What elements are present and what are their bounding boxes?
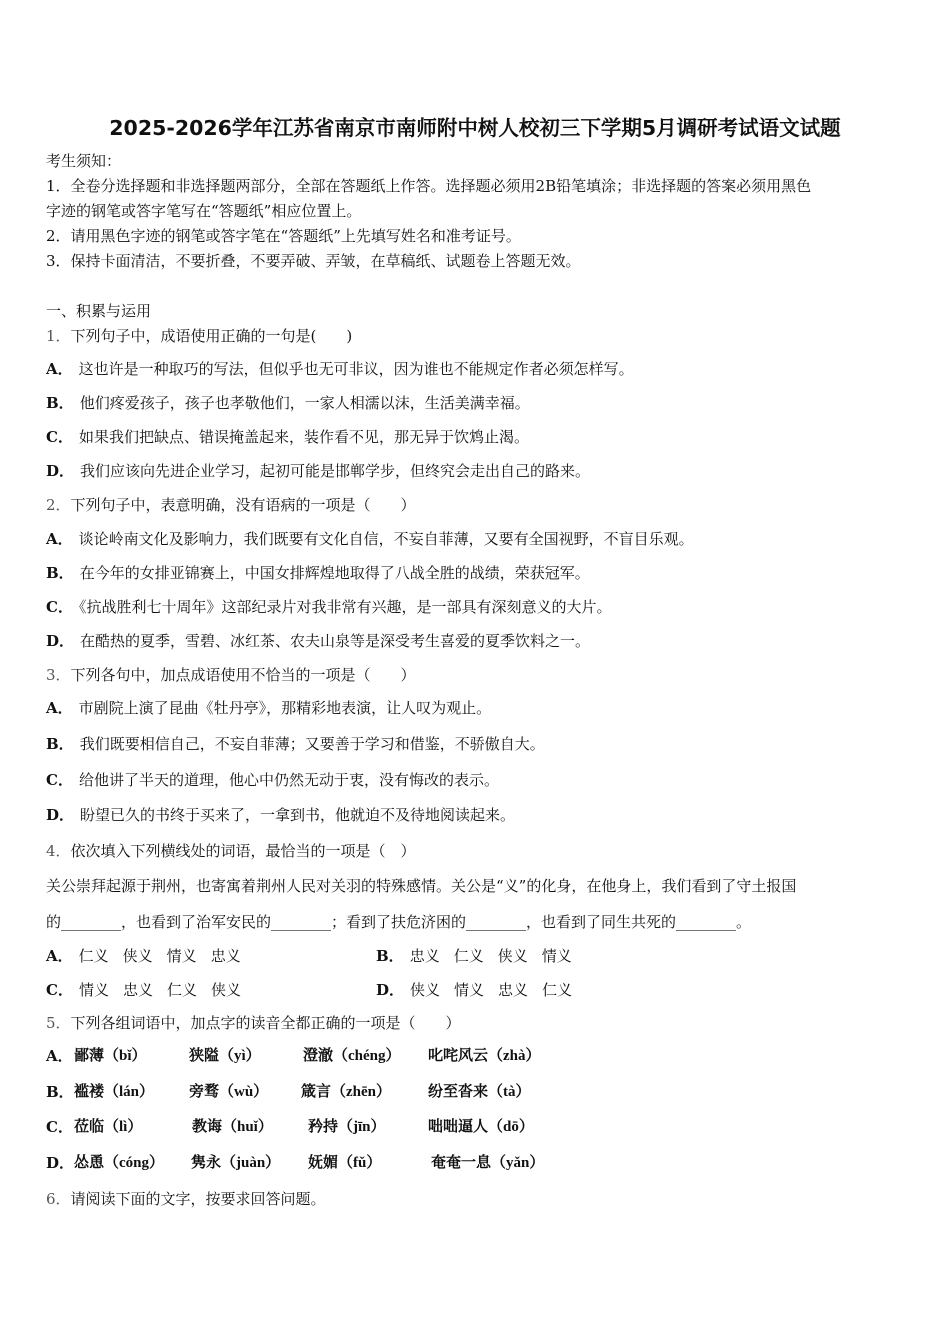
option-label: B． [376,947,404,965]
question-4-passage-line-1: 关公崇拜起源于荆州，也寄寓着荆州人民对关羽的特殊感情。关公是“义”的化身，在他身上，我们看到了守土报国 [46,877,797,895]
option-word: 忠义 [409,947,440,965]
option-text: 这也许是一种取巧的写法，但似乎也无可非议，因为谁也不能规定作者必须怎样写。 [78,360,634,378]
option-text: 在今年的女排亚锦赛上，中国女排辉煌地取得了八战全胜的战绩，荣获冠军。 [79,564,590,582]
option-text: 他们疼爱孩子，孩子也孝敬他们，一家人相濡以沫，生活美满幸福。 [79,394,530,412]
option-word: 忠义 [498,981,529,999]
option-text: 给他讲了半天的道理，他心中仍然无动于衷，没有悔改的表示。 [78,771,499,789]
pinyin-item: 怂恿（cóng） [74,1155,165,1171]
pinyin-item: 褴褛（lán） [74,1084,155,1100]
option-text: 在酷热的夏季，雪碧、冰红茶、农夫山泉等是深受考生喜爱的夏季饮料之一。 [80,632,591,650]
question-3-option-c[interactable] [46,770,499,790]
notice-item-1b: 字迹的钢笔或答字笔写在“答题纸”相应位置上。 [46,202,362,220]
notice-item-3: 3．保持卡面清洁，不要折叠，不要弄破、弄皱，在草稿纸、试题卷上答题无效。 [46,252,581,270]
question-3-option-a[interactable] [46,698,491,718]
question-5-number: 5． [46,1014,71,1032]
option-text: 我们应该向先进企业学习，起初可能是邯郸学步，但终究会走出自己的路来。 [80,462,591,480]
question-6-text: 请阅读下面的文字，按要求回答问题。 [70,1190,326,1208]
pinyin-item: 教诲（huǐ） [192,1119,273,1135]
option-label: A． [46,360,73,378]
pinyin-item: 隽永（juàn） [191,1155,281,1171]
option-label: B． [46,735,74,753]
exam-title: 2025-2026学年江苏省南京市南师附中树人校初三下学期5月调研考试语文试题 [109,116,841,140]
question-4-passage-line-2: 的________，也看到了治军安民的________；看到了扶危济困的________，也看到了同生共死的________。 [46,913,752,931]
option-label: A． [46,947,73,965]
question-2-option-d[interactable] [46,631,590,651]
question-3-text: 下列各句中，加点成语使用不恰当的一项是（ ） [70,666,416,684]
pinyin-item: 矜持（jīn） [308,1119,386,1135]
notice-item-2: 2．请用黑色字迹的钢笔或答字笔在“答题纸”上先填写姓名和准考证号。 [46,227,521,245]
question-5-stem [46,1013,461,1033]
pinyin-item: 咄咄逼人（dō） [428,1119,534,1135]
question-4-option-b[interactable] [376,946,586,966]
question-2-option-a[interactable] [46,529,694,549]
question-1-option-a[interactable] [46,359,634,379]
option-label: B． [46,394,74,412]
question-4-number: 4． [46,842,71,860]
question-4-text: 依次填入下列横线处的词语，最恰当的一项是（ ） [70,842,416,860]
option-label: A． [46,530,73,548]
pinyin-item: 箴言（zhēn） [301,1084,392,1100]
option-label: C． [46,1118,73,1136]
option-word: 仁义 [166,981,197,999]
pinyin-item: 妩媚（fǔ） [308,1155,382,1171]
option-word: 侠义 [410,981,441,999]
question-1-option-c[interactable] [46,427,529,447]
pinyin-item: 叱咤风云（zhà） [428,1048,541,1064]
question-4-option-c[interactable] [46,981,255,999]
option-label: A． [46,1047,73,1065]
option-word: 情义 [454,981,485,999]
question-3-stem [46,665,416,685]
option-word: 仁义 [542,981,573,999]
section-heading-1: 一、积累与运用 [46,302,152,320]
option-word: 忠义 [210,947,241,965]
option-word: 侠义 [497,947,528,965]
option-label: C． [46,981,73,999]
option-label: D． [46,1154,75,1172]
question-5-text: 下列各组词语中，加点字的读音全都正确的一项是（ ） [70,1014,461,1032]
question-4-options-row-1 [46,946,572,966]
pinyin-item: 奄奄一息（yǎn） [431,1155,545,1171]
question-4-option-a[interactable] [46,947,255,965]
question-2-stem [46,495,416,515]
option-label: D． [376,981,405,999]
option-label: A． [46,699,73,717]
option-text: 市剧院上演了昆曲《牡丹亭》，那精彩地表演，让人叹为观止。 [78,699,492,717]
question-2-number: 2． [46,496,71,514]
option-text: 《抗战胜利七十周年》这部纪录片对我非常有兴趣，是一部具有深刻意义的大片。 [78,598,612,616]
option-word: 侠义 [122,947,153,965]
pinyin-item: 莅临（lì） [74,1119,143,1135]
option-text: 盼望已久的书终于买来了，一拿到书，他就迫不及待地阅读起来。 [80,806,516,824]
notice-heading: 考生须知： [46,152,122,170]
question-6-number: 6． [46,1190,71,1208]
option-label: C． [46,598,73,616]
option-word: 忠义 [122,981,153,999]
notice-item-1a: 1．全卷分选择题和非选择题两部分，全部在答题纸上作答。选择题必须用2B铅笔填涂；非选择题的答案必须用黑色 [46,177,812,195]
question-4-options-row-2 [46,980,573,1000]
question-2-option-c[interactable] [46,597,611,617]
question-6-stem [46,1189,326,1209]
option-label: D． [46,462,75,480]
pinyin-item: 旁骛（wù） [189,1084,269,1100]
question-2-text: 下列句子中，表意明确，没有语病的一项是（ ） [70,496,416,514]
question-3-option-b[interactable] [46,734,545,754]
question-2-option-b[interactable] [46,563,590,583]
question-1-option-b[interactable] [46,393,530,413]
option-word: 仁义 [453,947,484,965]
option-label: B． [46,1083,74,1101]
question-1-stem [46,326,352,346]
question-4-option-d[interactable] [376,980,586,1000]
option-word: 情义 [78,981,109,999]
option-label: D． [46,806,75,824]
question-1-number: 1． [46,327,71,345]
option-word: 仁义 [78,947,109,965]
option-word: 情义 [541,947,572,965]
option-label: C． [46,428,73,446]
pinyin-item: 纷至沓来（tà） [428,1084,531,1100]
question-1-text: 下列句子中，成语使用正确的一句是( ) [70,327,353,345]
pinyin-item: 狭隘（yì） [189,1048,261,1064]
question-3-option-d[interactable] [46,805,515,825]
question-1-option-d[interactable] [46,461,590,481]
option-label: C． [46,771,73,789]
option-label: B． [46,564,74,582]
option-text: 我们既要相信自己，不妄自菲薄；又要善于学习和借鉴，不骄傲自大。 [79,735,545,753]
question-4-stem [46,841,416,861]
pinyin-item: 鄙薄（bǐ） [74,1048,147,1064]
option-label: D． [46,632,75,650]
pinyin-item: 澄澈（chéng） [303,1048,401,1064]
option-word: 情义 [166,947,197,965]
option-text: 如果我们把缺点、错误掩盖起来，装作看不见，那无异于饮鸩止渴。 [78,428,529,446]
option-word: 侠义 [211,981,242,999]
question-3-number: 3． [46,666,71,684]
option-text: 谈论岭南文化及影响力，我们既要有文化自信，不妄自菲薄，又要有全国视野，不盲目乐观。 [78,530,694,548]
